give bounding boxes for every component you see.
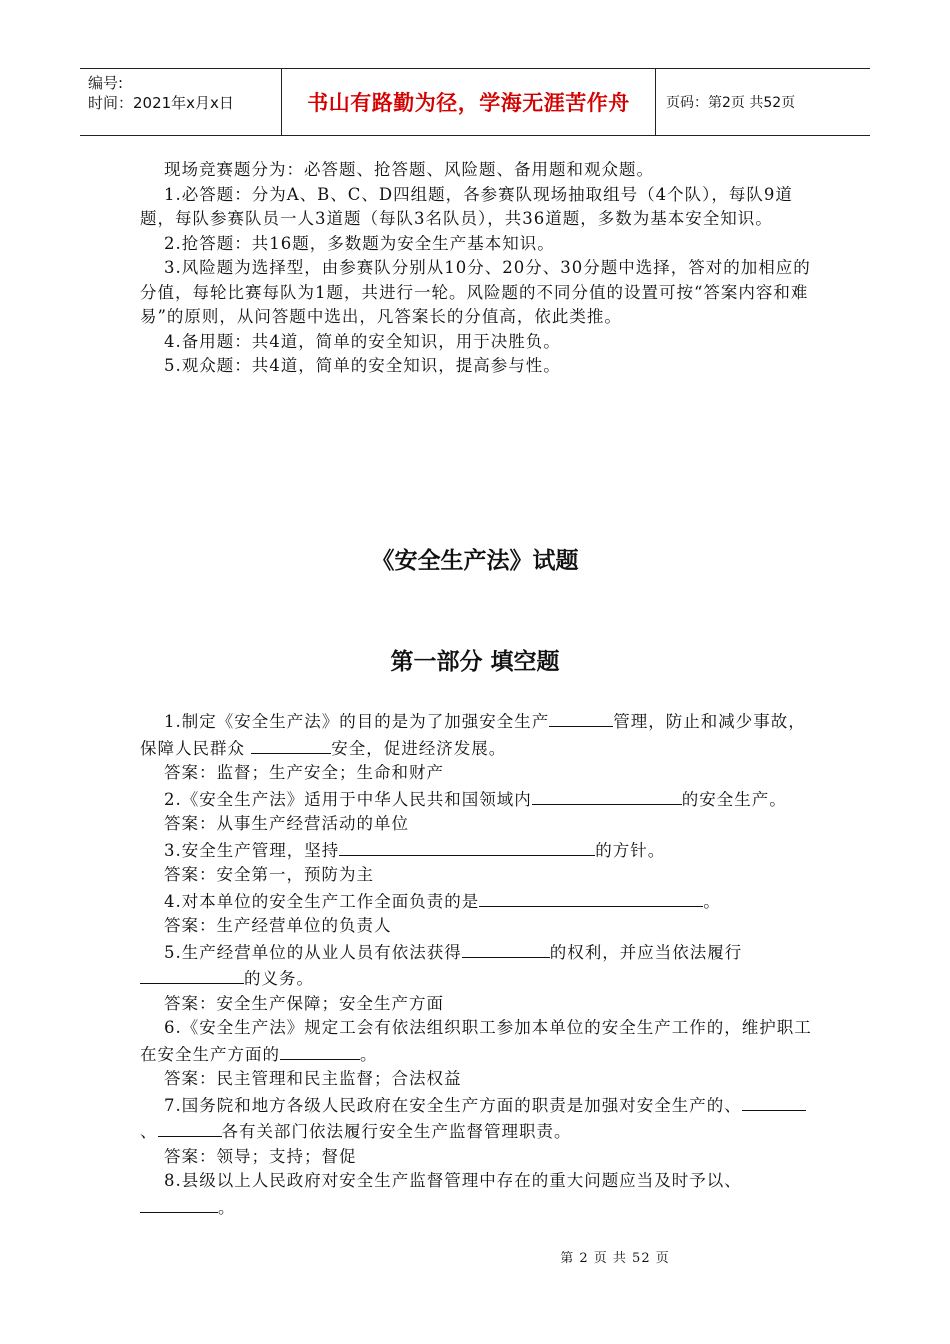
answer-line: 答案：从事生产经营活动的单位 xyxy=(164,814,409,833)
intro-paragraph: 1.必答题：分为A、B、C、D四组题，各参赛队现场抽取组号（4个队），每队9道题，每队参赛队员一人3道题（每队3名队员），共36道题，多数为基本安全知识。 xyxy=(140,184,793,228)
time-label: 时间：2021年x月x日 xyxy=(88,94,234,112)
question-item: 7.国务院和地方各级人民政府在安全生产方面的职责是加强对安全生产的、、 各有关部门依法履行安全生产监督管理职责。 xyxy=(140,1092,812,1145)
header-page-info: 页码：第2页 共52页 xyxy=(666,95,796,111)
questions-section xyxy=(140,708,812,1220)
page-footer: 第 2 页 共 52 页 xyxy=(560,1251,670,1266)
document-title: 《安全生产法》试题 xyxy=(371,548,579,574)
answer-line: 答案：领导；支持；督促 xyxy=(164,1146,357,1166)
answer-line: 答案：安全第一，预防为主 xyxy=(164,865,374,884)
intro-section xyxy=(140,158,812,379)
answer-line: 答案：民主管理和民主监督；合法权益 xyxy=(164,1069,462,1088)
section-title: 第一部分 填空题 xyxy=(390,649,560,675)
question-item: 3.安全生产管理，坚持 的方针。 xyxy=(140,837,812,864)
question-item: 8.县级以上人民政府对安全生产监督管理中存在的重大问题应当及时予以、。 xyxy=(140,1169,812,1220)
intro-paragraph: 5.观众题：共4道，简单的安全知识，提高参与性。 xyxy=(164,356,561,375)
header-meta xyxy=(80,69,282,135)
intro-paragraph: 4.备用题：共4道，简单的安全知识，用于决胜负。 xyxy=(164,331,561,351)
intro-paragraph: 2.抢答题：共16题，多数题为安全生产基本知识。 xyxy=(164,233,555,253)
answer-line: 答案：生产经营单位的负责人 xyxy=(164,916,392,935)
question-item: 5.生产经营单位的从业人员有依法获得 的权利，并应当依法履行的义务。 xyxy=(140,939,812,992)
question-item: 2.《安全生产法》适用于中华人民共和国领域内 的安全生产。 xyxy=(140,786,812,813)
header-motto-cell xyxy=(282,69,656,135)
header-motto: 书山有路勤为径，学海无涯苦作舟 xyxy=(307,91,630,115)
intro-paragraph: 3.风险题为选择型，由参赛队分别从10分、20分、30分题中选择，答对的加相应的分值，每轮比赛每队为1题，共进行一轮。风险题的不同分值的设置可按“答案内容和难易”的原则，从问答题中选出，凡答案长的分值高，依此类推。 xyxy=(140,258,811,326)
doc-number-label: 编号: xyxy=(88,74,124,92)
question-item: 6.《安全生产法》规定工会有依法组织职工参加本单位的安全生产工作的，维护职工在安全生产方面的 。 xyxy=(140,1018,812,1064)
answer-line: 答案：安全生产保障；安全生产方面 xyxy=(164,993,444,1013)
answer-line: 答案：监督；生产安全；生命和财产 xyxy=(164,763,444,782)
question-item: 1.制定《安全生产法》的目的是为了加强安全生产 管理，防止和减少事故，保障人民群众 安全，促进经济发展。 xyxy=(140,708,812,761)
intro-paragraph: 现场竞赛题分为：必答题、抢答题、风险题、备用题和观众题。 xyxy=(164,160,654,179)
question-item: 4.对本单位的安全生产工作全面负责的是 。 xyxy=(140,888,812,915)
page-header xyxy=(80,68,870,136)
